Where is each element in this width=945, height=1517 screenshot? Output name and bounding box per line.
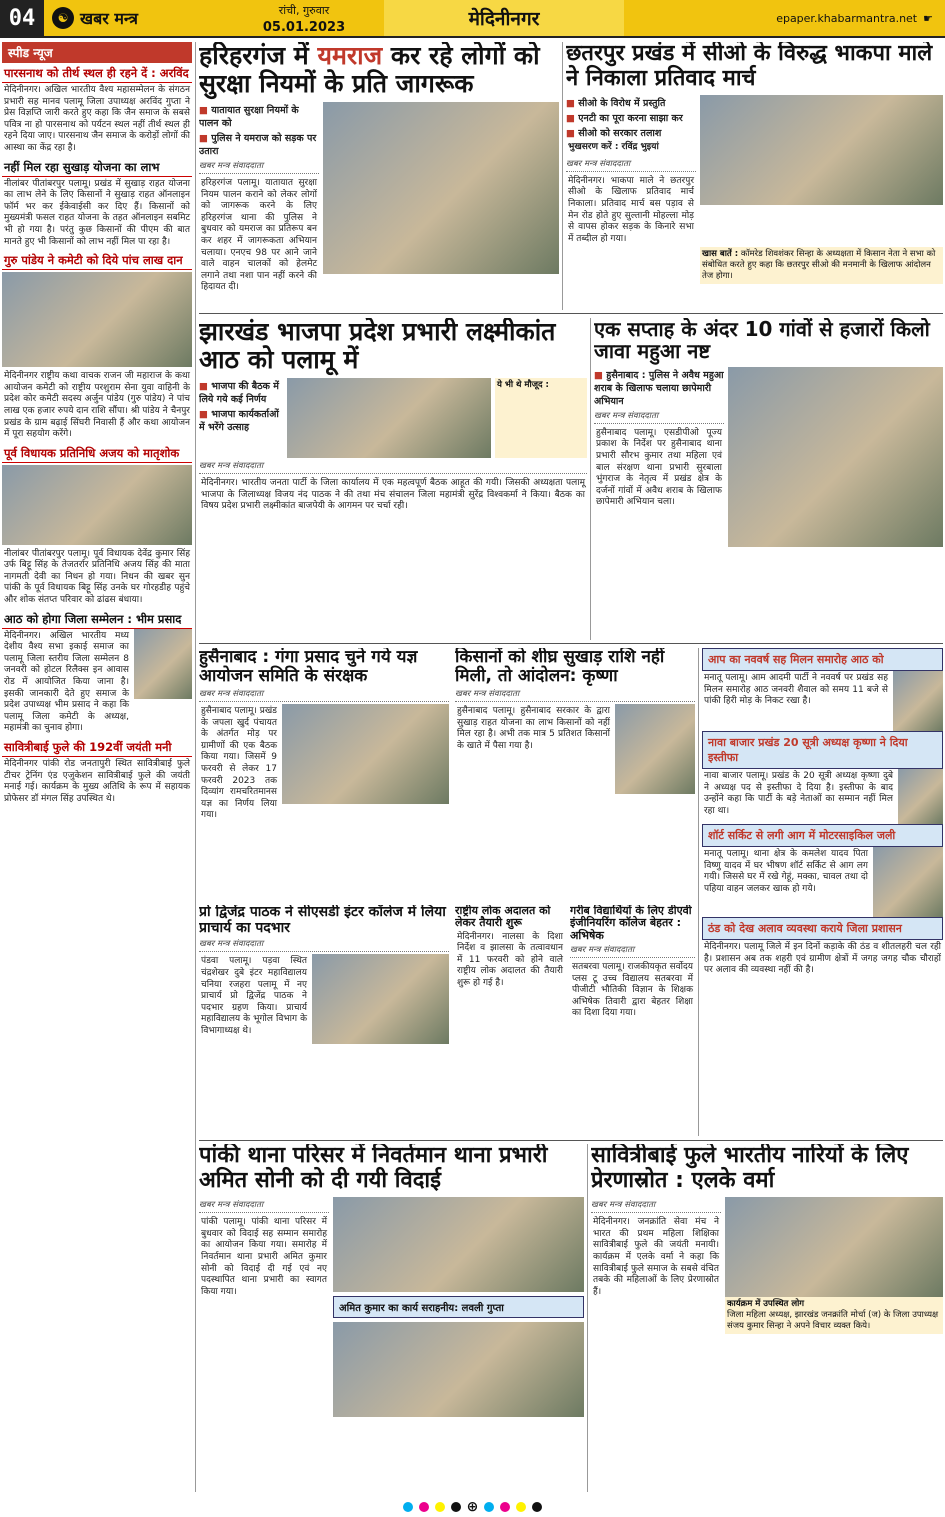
column-rule: [562, 42, 563, 310]
brief-title: शॉर्ट सर्किट से लगी आग में मोटरसाइकिल जली: [702, 824, 943, 847]
story-photo: [728, 367, 943, 547]
byline: खबर मन्त्र संवाददाता: [566, 156, 696, 172]
brand: [44, 0, 224, 36]
column-rule: [587, 1144, 588, 1492]
brief-text: मेदिनीनगर। अखिल भारतीय मध्य देशीय वैश्य सभा इकाई समाज का पलामू जिला स्तरीय जिला सम्मेलन 8 जनवरी को होटल रिलैक्स इन आवास रोड में आयोजित किया जाना है। इसकी जानकारी देते हुए समाज के प्रदेश उपाध्यक्ष भीम प्रसाद ने कहा कि पलामू जिला कमेटी के अध्यक्ष, महामंत्री का चुनाव होगा।: [4, 630, 129, 734]
story-photo: [333, 1197, 584, 1292]
color-dot: [435, 1502, 445, 1512]
story-bullet: ■ सीओ को सरकार तलाश: [566, 125, 696, 140]
brief-title: गुरु पांडेय ने कमेटी को दिये पांच लाख दान: [2, 250, 192, 270]
color-dot: [484, 1502, 494, 1512]
website[interactable]: [624, 0, 945, 36]
side-box: [495, 378, 587, 458]
byline: खबर मन्त्र संवाददाता: [199, 1197, 329, 1213]
brief-text: मनातू पलामू। आम आदमी पार्टी ने नववर्ष पर प्रखंड सह मिलन समारोह आठ जनवरी शैवाल को समय 11 बजे से पांकी हिरी मोड़ के निकट रखा है।: [704, 673, 888, 707]
brief-title: आप का नववर्ष सह मिलन समारोह आठ को: [702, 648, 943, 671]
right-briefs-column: [702, 648, 943, 1136]
row-rule: [199, 1140, 943, 1141]
edition-name: मेदिनीनगर: [384, 0, 624, 36]
city-day: रांची, गुरुवार: [278, 4, 330, 17]
color-dot: [403, 1502, 413, 1512]
story-dwijendra: [199, 905, 449, 1135]
brief-text: मनातू पलामू। थाना क्षेत्र के कमलेश यादव पिता विष्णु यादव में घर भीषण शॉर्ट सर्किट से आग लग गयी। जिससे घर में रखे गेहूं, मक्का, चावल तथा दो पहिया वाहन जलकर खाक हो गये।: [704, 849, 868, 894]
story-savitribai: [591, 1144, 943, 1492]
headline: एक सप्ताह के अंदर 10 गांवों से हजारों किलो जावा महुआ नष्ट: [594, 318, 930, 364]
story-photo: [700, 95, 943, 205]
story-text: मेदिनीनगर। नालसा के दिशा निर्देश व झालसा के तत्वावधान में 11 फरवरी को होने वाले राष्ट्रीय लोक अदालत की तैयारी शुरू हो गई है।: [457, 931, 563, 988]
story-photo: [287, 378, 491, 458]
story-kisan: [455, 648, 695, 898]
column-rule: [698, 648, 699, 1136]
brief-title: पारसनाथ को तीर्थ स्थल ही रहने दें : अरविंद: [2, 63, 192, 83]
brand-logo-icon: ☯: [52, 7, 74, 29]
brief-text: मेदिनीनगर राष्ट्रीय कथा वाचक राजन जी महाराज के कथा आयोजन कमेटी को राष्ट्रीय परशुराम सेना युवा वाहिनी के प्रदेश कोर कमेटी सदस्य अर्जुन पांडेय (गुरु पांडेय) ने पांच लाख एक हजार रुपये दान राशि सौंपा। श्री पांडेय ने चैनपुर प्रखंड के ग्राम बढ़ाई सिंघरी निवासी हैं और कथा आयोजन में पूरा सहयोग करेंगे।: [4, 371, 190, 440]
story-bullet: ■ यातायात सुरक्षा नियमों के पालन को: [199, 102, 319, 130]
story-photo: [873, 847, 943, 917]
headline: गरीब विद्यार्थियों के लिए डीएवी इंजीनियरिंग कॉलेज बेहतर : अभिषेक: [570, 905, 692, 942]
brief-photo: [2, 465, 192, 545]
print-registration-strip: [0, 1496, 945, 1517]
color-dot: [451, 1502, 461, 1512]
box-title: अमित कुमार का कार्य सराहनीय: लवली गुप्ता: [333, 1296, 584, 1318]
story-text: हरिहरगंज पलामू। यातायात सुरक्षा नियम पालन कराने को लेकर लोगों को जागरूक करने के लिए हरिहरगंज थाना की पुलिस ने बुधवार को यमराज का प्रतिरूप बन कर शहर में जागरूकता अभियान चलाया। एनएच 98 पर आने जाने वाले वाहन चालकों को हेलमेट लगाने तथा नशा पान नहीं करने की हिदायत दी।: [201, 178, 317, 293]
story-ganga-prasad: [199, 648, 449, 898]
story-photo: [282, 704, 449, 804]
brand-name: खबर मन्त्र: [80, 9, 138, 28]
byline: खबर मन्त्र संवाददाता: [199, 936, 449, 952]
story-bullet: ■ सीओ के विरोध में प्रस्तुति: [566, 95, 696, 110]
dateline: [224, 0, 384, 36]
brief-photo: [2, 272, 192, 367]
caption-text: जिला महिला अध्यक्ष, झारखंड जनक्रांति मोर्चा (ज) के जिला उपाध्यक्ष संजय कुमार सिन्हा ने अपने विचार व्यक्त किये।: [727, 1310, 939, 1332]
story-text: हुसैनाबाद पलामू। एसडीपीओ पूज्य प्रकाश के निर्देश पर हुसैनाबाद थाना प्रभारी सौरभ कुमार तथा महिला एवं बाल संरक्षण थाना प्रभारी सुरबाला भुंगराज के नेतृत्व में प्रखंड क्षेत्र के दर्जनों गांवों में अवैध शराब के खिलाफ छापेमारी अभियान चला।: [596, 427, 722, 508]
brief-text: नीलांबर पीतांबरपुर पलामू। प्रखंड में सुखाड़ राहत योजना का लाभ लेने के लिए किसानों ने सुखाड़ राहत ऑनलाइन फॉर्म भर कर ईकेवाईसी कर दिए हैं। किसानों को मुख्यमंत्री फसल राहत योजना के तहत ऑनलाइन सबमिट भी हो गया है। परंतु कुछ किसानों की पीएम की बात मानते हुए भी किसानों को लाभ नहीं मिल पा रहा है।: [4, 178, 190, 247]
column-rule: [195, 42, 196, 1492]
color-dot: [532, 1502, 542, 1512]
story-photo: [725, 1197, 943, 1297]
portrait-photo: [898, 769, 943, 824]
brief-title: आठ को होगा जिला सम्मेलन : भीम प्रसाद: [2, 609, 192, 629]
row-rule: [199, 313, 943, 314]
byline: खबर मन्त्र संवाददाता: [199, 686, 449, 702]
color-dot: [419, 1502, 429, 1512]
story-bullet: ■ पुलिस ने यमराज को सड़क पर उतारा: [199, 130, 319, 158]
story-bullet: ■ हुसैनाबाद : पुलिस ने अवैध महुआ शराब के खिलाफ चलाया छापेमारी अभियान: [594, 367, 724, 408]
story-text: पंडवा पलामू। पड़वा स्थित चंद्रशेखर दुबे इंटर महाविद्यालय चनिया रजहरा पलामू में नए प्राचार्य प्रो द्विजेंद्र पाठक ने पदभार ग्रहण किया। प्राचार्य महाविद्यालय के भूगोल विभाग के विभागाध्यक्ष थे।: [201, 956, 307, 1036]
brief-text: मेदिनीनगर। अखिल भारतीय वैश्य महासम्मेलन के संगठन प्रभारी सह मानव पलामू जिला उपाध्यक्ष अरविंद गुप्ता ने प्रेस विज्ञप्ति जारी करते हुए कहा कि जैन समाज के सबसे पवित्र ना हो पारसनाथ को पर्यटन स्थल नहीं तीर्थ स्थल ही रहने दिया जाए। पारसनाथ जैन समाज के करोड़ों लोगों की आस्था का केंद्र रहा है।: [4, 85, 190, 153]
cursor-icon: ☛: [923, 11, 933, 25]
story-photo: [312, 954, 449, 1044]
story-text: मेदिनीनगर। जनक्रांति सेवा मंच ने भारत की प्रथम महिला शिक्षिका सावित्रीबाई फुले की जयंती मनायी। कार्यक्रम में एलके वर्मा ने कहा कि सावित्रीबाई फुले समाज के सबसे वंचित तबके की महिलाओं के लिए प्रेरणास्रोत हैं।: [593, 1217, 719, 1297]
story-text: हुसैनाबाद पलामू। हुसैनाबाद सरकार के द्वारा सुखाड़ राहत योजना का लाभ किसानों को नहीं मिल रहा है। अभी तक मात्र 5 प्रतिशत किसानों के खाते में पैसा गया है।: [457, 706, 610, 751]
story-bullet: ■ एनटी का पूरा करना साझा कर: [566, 110, 696, 125]
brief-text: नीलांबर पीतांबरपुर पलामू। पूर्व विधायक देवेंद्र कुमार सिंह उर्फ बिट्टू सिंह के तेजतर्रार प्रतिनिधि अजय सिंह की माता नागमती देवी का निधन हो गया। निधन की खबर सुन पांकी के पूर्व विधायक बिट्टू सिंह उनके घर गोरहडीह पहुंचे और शोक संतप्त परिवार को ढांढस बंधाया।: [4, 548, 190, 606]
portrait-photo: [134, 629, 192, 699]
headline: राष्ट्रीय लोक अदालत को लेकर तैयारी शुरू: [455, 905, 551, 930]
byline: खबर मन्त्र संवाददाता: [455, 686, 695, 702]
byline: खबर मन्त्र संवाददाता: [199, 158, 319, 174]
story-bjp: [199, 318, 587, 640]
page-number: 04: [0, 0, 44, 36]
portrait-photo: [615, 704, 695, 794]
photo-caption: [700, 247, 943, 284]
side-title: ये भी थे मौजूद :: [497, 380, 549, 390]
left-briefs-column: [2, 42, 192, 1492]
story-text: हुसैनाबाद पलामू। प्रखंड के जपला खुर्द पंचायत के अंतर्गत मोड़ पर ग्रामीणों की एक बैठक किया गया। जिसमें 9 फरवरी से लेकर 17 फरवरी 2023 तक दिव्यांग रामचरितमानस यज्ञ का निर्णय लिया गया।: [201, 706, 277, 821]
story-photo: [323, 102, 559, 274]
story-yamraj: [199, 42, 559, 310]
byline: खबर मन्त्र संवाददाता: [591, 1197, 721, 1213]
story-panki-vidai: [199, 1144, 584, 1492]
headline: झारखंड भाजपा प्रदेश प्रभारी लक्ष्मीकांत आठ को पलामू में: [199, 318, 556, 374]
byline: खबर मन्त्र संवाददाता: [594, 408, 724, 424]
headline: पांकी थाना परिसर में निवर्तमान थाना प्रभारी अमित सोनी को दी गयी विदाई: [199, 1144, 548, 1193]
headline: किसानों को शीघ्र सुखाड़ राशि नहीं मिली, तो आंदोलन: कृष्णा: [455, 648, 665, 687]
page-header: [0, 0, 945, 38]
brief-title: ठंड को देख अलाव व्यवस्था कराये जिला प्रशासन: [702, 917, 943, 940]
caption-title: कार्यक्रम में उपस्थित लोग: [727, 1299, 805, 1310]
headline: हुसैनाबाद : गंगा प्रसाद चुने गये यज्ञ आयोजन समिति के संरक्षक: [199, 648, 418, 687]
portrait-photo: [893, 671, 943, 731]
byline: खबर मन्त्र संवाददाता: [199, 458, 587, 474]
brief-title: नहीं मिल रहा सुखाड़ योजना का लाभ: [2, 157, 192, 177]
story-text: मेदिनीनगर। भारतीय जनता पार्टी के जिला कार्यालय में एक महत्वपूर्ण बैठक आहूत की गयी। जिसकी अध्यक्षता पलामू भाजपा के जिलाध्यक्ष विजय नंद पाठक ने की तथा मंच संचालन जिला महामंत्री सुरेंद्र विश्वकर्मा ने किया। बैठक का विषय प्रदेश प्रभारी लक्ष्मीकांत बाजपेयी के आगमन पर चर्चा रही।: [201, 478, 585, 512]
brief-text: मेदिनीनगर पांकी रोड जनतापुरी स्थित सावित्रीबाई फुले टीचर ट्रेनिंग एंड एजुकेशन सावित्रीबाई फुले की जयंती मनाई गई। कार्यक्रम के मुख्य अतिथि के रूप में सहायक प्रोफेसर डॉ मंगल सिंह उपस्थित थे।: [4, 759, 190, 804]
story-mahua: [594, 318, 943, 640]
brief-text: मेदिनीनगर। पलामू जिले में इन दिनों कड़ाके की ठंड व शीतलहरी चल रही है। प्रशासन अब तक शहरी एवं ग्रामीण क्षेत्रों में जगह जगह चौक चौराहों पर अलाव की व्यवस्था नहीं की है।: [704, 942, 941, 976]
story-bullet: ■ भाजपा कार्यकर्ताओं में भरेंगे उत्साह: [199, 406, 283, 434]
headline: हरिहरगंज में यमराज कर रहे लोगों को सुरक्षा नियमों के प्रति जागरूक: [199, 42, 540, 98]
story-lok-adalat: [455, 905, 565, 1135]
byline: खबर मन्त्र संवाददाता: [570, 942, 695, 958]
headline-highlight: यमराज: [317, 42, 383, 70]
row-rule: [199, 643, 943, 644]
story-chhatarpur: [566, 42, 943, 310]
caption-lead: खास बातें :: [702, 249, 739, 260]
website-url[interactable]: epaper.khabarmantra.net: [776, 11, 918, 25]
story-photo: [333, 1322, 584, 1417]
brief-title: सावित्रीबाई फुले की 192वीं जयंती मनी: [2, 737, 192, 757]
headline: प्रो द्विजेंद्र पाठक ने सीएसडी इंटर कॉलेज में लिया प्राचार्य का पदभार: [199, 905, 446, 936]
story-dav: [570, 905, 695, 1135]
brief-title: पूर्व विधायक प्रतिनिधि अजय को मातृशोक: [2, 443, 192, 463]
quote-by: भुखसरण करें : रविंद्र भुइयां: [568, 142, 659, 153]
registration-mark-icon: ⊕: [466, 1498, 479, 1515]
photo-caption: [725, 1297, 943, 1334]
brief-title: नावा बाजार प्रखंड 20 सूत्री अध्यक्ष कृष्णा ने दिया इस्तीफा: [702, 731, 943, 769]
brief-text: नावा बाजार पलामू। प्रखंड के 20 सूत्री अध्यक्ष कृष्णा दुबे ने अध्यक्ष पद से इस्तीफा दे दिया है। इस्तीफा के बाद उन्होंने कहा कि पार्टी के बड़े नेताओं का सम्मान नहीं मिल रहा था।: [704, 771, 893, 816]
column-rule: [590, 318, 591, 640]
color-dot: [500, 1502, 510, 1512]
story-text: पांकी पलामू। पांकी थाना परिसर में बुधवार को विदाई सह सम्मान समारोह का आयोजन किया गया। समारोह में निवर्तमान थाना प्रभारी अमित कुमार सोनी को विदाई दी गई एवं नए पदस्थापित थाना प्रभारी का स्वागत किया गया।: [201, 1217, 327, 1297]
color-dot: [516, 1502, 526, 1512]
section-label: स्पीड न्यूज: [2, 42, 192, 63]
caption-text: कॉमरेड शिवशंकर सिन्हा के अध्यक्षता में किसान नेता ने सभा को संबोधित करते हुए कहा कि छतरपुर सीओ की मनमानी के खिलाफ आंदोलन तेज होगा।: [702, 249, 936, 282]
headline: छतरपुर प्रखंड में सीओ के विरुद्ध भाकपा माले ने निकाला प्रतिवाद मार्च: [566, 42, 933, 91]
issue-date: 05.01.2023: [262, 20, 346, 35]
story-bullet: ■ भाजपा की बैठक में लिये गये कई निर्णय: [199, 378, 283, 406]
story-text: सतबरवा पलामू। राजकीयकृत सर्वोदय प्लस टू उच्च विद्यालय सतबरवा में पीजीटी भौतिकी विज्ञान के शिक्षक अभिषेक तिवारी द्वारा बेहतर शिक्षा का दिशा दिया गया।: [572, 961, 693, 1019]
headline: सावित्रीबाई फुले भारतीय नारियों के लिए प्रेरणास्रोत : एलके वर्मा: [591, 1144, 909, 1193]
story-text: मेदिनीनगर। भाकपा माले ने छतरपुर सीओ के खिलाफ प्रतिवाद मार्च निकाला। प्रतिवाद मार्च बस पड़ाव से मेन रोड होते हुए सुल्तानी मोहल्ला मोड़ से वापस होकर सड़क के किनारे सभा में तब्दील हो गया।: [568, 175, 694, 244]
